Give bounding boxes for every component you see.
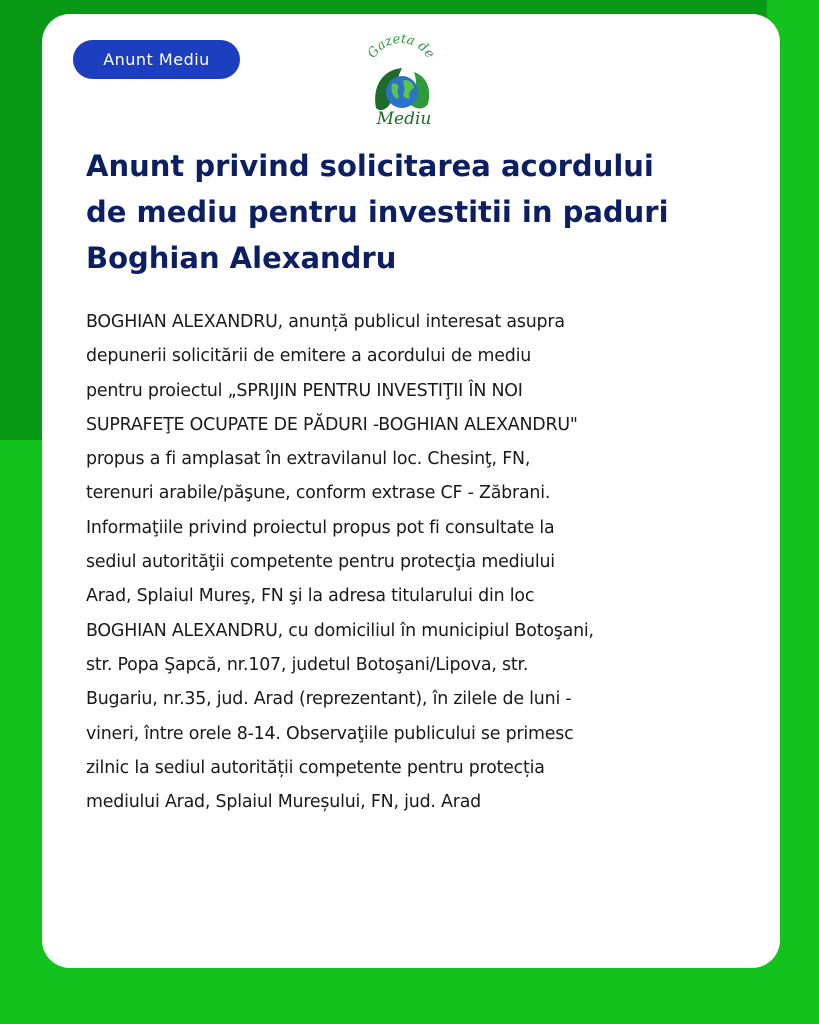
body-line: SUPRAFEŢE OCUPATE DE PĂDURI -BOGHIAN ALEXANDRU" (86, 414, 578, 435)
category-badge[interactable]: Anunt Mediu (73, 40, 240, 79)
page-title (86, 143, 766, 281)
logo-text-bottom: Mediu (376, 109, 432, 129)
body-line: Arad, Splaiul Mureş, FN şi la adresa titularului din loc (86, 586, 535, 607)
logo-graphic (356, 32, 446, 132)
body-line: depunerii solicitării de emitere a acordului de mediu (86, 346, 532, 367)
title-line: Anunt privind solicitarea acordului (86, 149, 654, 183)
body-line: BOGHIAN ALEXANDRU, cu domiciliul în municipiul Botoşani, (86, 620, 594, 641)
body-line: pentru proiectul „SPRIJIN PENTRU INVESTIŢII ÎN NOI (86, 380, 523, 401)
body-line: zilnic la sediul autorității competente pentru protecția (86, 757, 545, 778)
title-line: de mediu pentru investitii in paduri (86, 195, 669, 229)
body-line: vineri, între orele 8-14. Observaţiile publicului se primesc (86, 723, 574, 744)
title-line: Boghian Alexandru (86, 241, 397, 275)
announcement-body (86, 305, 756, 819)
body-line: sediul autorităţii competente pentru protecţia mediului (86, 552, 555, 573)
body-line: propus a fi amplasat în extravilanul loc. Chesinţ, FN, (86, 449, 531, 470)
logo-text-top: Gazeta de (364, 32, 438, 62)
body-line: BOGHIAN ALEXANDRU, anunță publicul interesat asupra (86, 312, 565, 332)
body-line: str. Popa Şapcă, nr.107, judetul Botoşani/Lipova, str. (86, 654, 529, 675)
body-line: terenuri arabile/păşune, conform extrase CF - Zăbrani. (86, 483, 551, 504)
body-line: Bugariu, nr.35, jud. Arad (reprezentant), în zilele de luni - (86, 689, 572, 710)
body-line: Informaţiile privind proiectul propus pot fi consultate la (86, 517, 555, 538)
gazeta-de-mediu-logo (356, 32, 446, 132)
globe-icon (386, 76, 418, 108)
body-line: mediului Arad, Splaiul Mureșului, FN, jud. Arad (86, 792, 482, 813)
